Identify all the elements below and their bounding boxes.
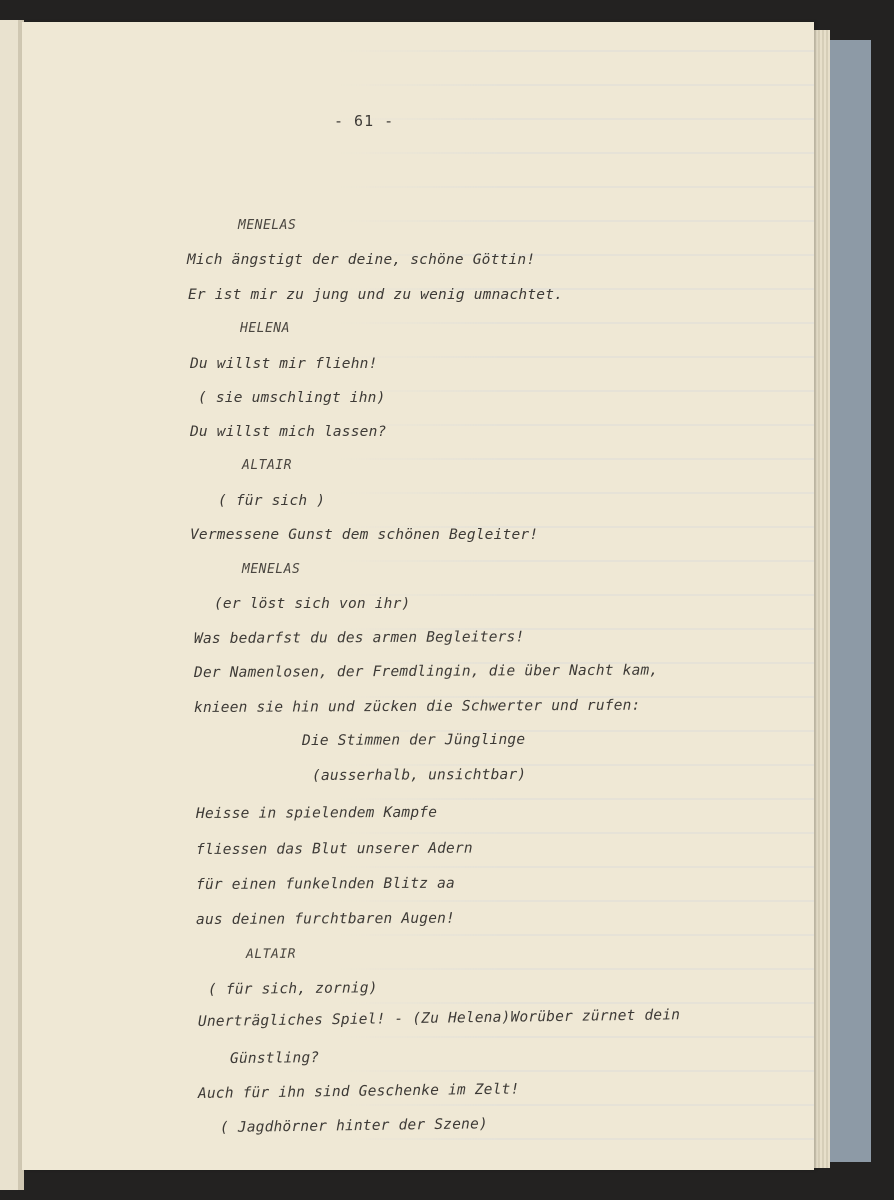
page-number: - 61 - (334, 112, 395, 130)
text-line: Vermessene Gunst dem schönen Begleiter! (190, 527, 539, 543)
text-line: Unerträgliches Spiel! - (Zu Helena)Worüber zürnet dein (197, 1007, 681, 1030)
text-line: Du willst mich lassen? (190, 424, 387, 440)
text-line: Was bedarfst du des armen Begleiters! (193, 629, 525, 647)
speaker-name: ALTAIR (242, 458, 292, 473)
text-line: Er ist mir zu jung und zu wenig umnachtet. (188, 287, 564, 303)
text-line: Heisse in spielendem Kampfe (195, 804, 438, 822)
text-line: ( sie umschlingt ihn) (198, 390, 386, 406)
text-line: ( für sich, zornig) (207, 980, 378, 998)
text-line: Auch für ihn sind Geschenke im Zelt! (197, 1081, 520, 1102)
text-line: (ausserhalb, unsichtbar) (311, 766, 527, 784)
text-line: Der Namenlosen, der Fremdlingin, die über Nacht kam, (193, 662, 659, 681)
speaker-name: HELENA (240, 321, 290, 336)
speaker-name: MENELAS (242, 562, 301, 577)
text-line: Günstling? (229, 1050, 320, 1067)
show-through-marks (22, 22, 814, 1170)
speaker-name: ALTAIR (245, 946, 297, 962)
manuscript-page (22, 22, 814, 1170)
text-line: Die Stimmen der Jünglinge (301, 731, 526, 749)
facing-page-edge (0, 20, 20, 1190)
text-line: Mich ängstigt der deine, schöne Göttin! (187, 252, 536, 268)
text-line: ( für sich ) (218, 493, 326, 509)
text-line: (er löst sich von ihr) (214, 596, 411, 612)
text-line: fliessen das Blut unserer Adern (195, 840, 473, 858)
text-line: knieen sie hin und zücken die Schwerter und rufen: (193, 697, 641, 716)
text-line: aus deinen furchtbaren Augen! (195, 910, 456, 928)
text-line: für einen funkelnden Blitz aa (195, 875, 456, 893)
text-line: Du willst mir fliehn! (190, 356, 378, 372)
speaker-name: MENELAS (238, 218, 297, 233)
text-line: ( Jagdhörner hinter der Szene) (219, 1116, 488, 1136)
